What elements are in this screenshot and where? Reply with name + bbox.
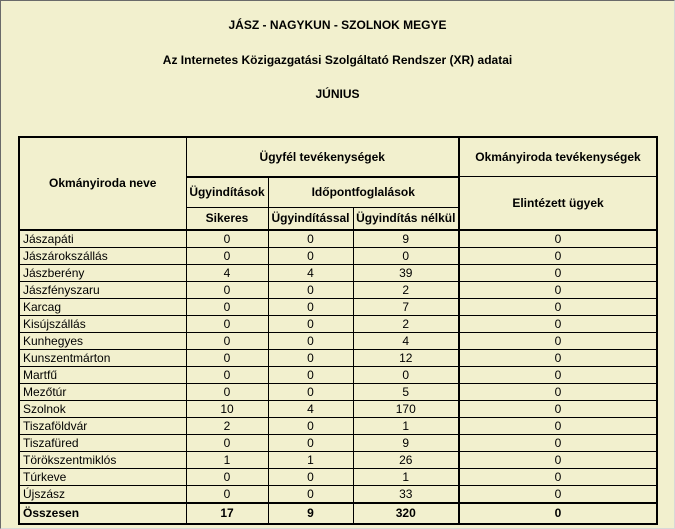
handled-cell: 0 — [459, 451, 657, 468]
with-case-cell: 0 — [268, 485, 353, 503]
handled-cell: 0 — [459, 281, 657, 298]
page-title: JÁSZ - NAGYKUN - SZOLNOK MEGYE — [228, 18, 447, 32]
with-case-cell: 0 — [268, 332, 353, 349]
header-handled-cases: Elintézett ügyek — [459, 177, 657, 230]
office-name-cell: Mezőtúr — [19, 383, 186, 400]
handled-cell: 0 — [459, 315, 657, 332]
successful-cell: 2 — [186, 417, 268, 434]
office-name-cell: Kunszentmárton — [19, 349, 186, 366]
table-row — [19, 451, 657, 468]
table-row — [19, 247, 657, 264]
table-row — [19, 366, 657, 383]
table-row — [19, 400, 657, 417]
successful-cell: 0 — [186, 298, 268, 315]
successful-cell: 0 — [186, 366, 268, 383]
period-label: JÚNIUS — [315, 87, 360, 101]
with-case-cell: 0 — [268, 417, 353, 434]
successful-cell: 10 — [186, 400, 268, 417]
without-case-cell: 26 — [353, 451, 459, 468]
office-name-cell: Túrkeve — [19, 468, 186, 485]
without-case-cell: 33 — [353, 485, 459, 503]
with-case-cell: 0 — [268, 281, 353, 298]
handled-cell: 0 — [459, 230, 657, 248]
header-office-activities: Okmányiroda tevékenységek — [459, 137, 657, 177]
total-handled: 0 — [459, 503, 657, 524]
without-case-cell: 9 — [353, 230, 459, 248]
handled-cell: 0 — [459, 298, 657, 315]
header-case-initiations: Ügyindítások — [186, 177, 268, 208]
office-name-cell: Törökszentmiklós — [19, 451, 186, 468]
office-name-cell: Jászberény — [19, 264, 186, 281]
successful-cell: 0 — [186, 230, 268, 248]
without-case-cell: 7 — [353, 298, 459, 315]
successful-cell: 0 — [186, 247, 268, 264]
handled-cell: 0 — [459, 332, 657, 349]
table-row — [19, 332, 657, 349]
table-row — [19, 230, 657, 248]
without-case-cell: 1 — [353, 417, 459, 434]
successful-cell: 0 — [186, 281, 268, 298]
without-case-cell: 0 — [353, 247, 459, 264]
handled-cell: 0 — [459, 468, 657, 485]
successful-cell: 4 — [186, 264, 268, 281]
without-case-cell: 1 — [353, 468, 459, 485]
with-case-cell: 0 — [268, 349, 353, 366]
header-client-activities: Ügyfél tevékenységek — [186, 137, 459, 177]
successful-cell: 0 — [186, 383, 268, 400]
header-with-case: Ügyindítással — [268, 207, 353, 230]
successful-cell: 0 — [186, 485, 268, 503]
with-case-cell: 0 — [268, 298, 353, 315]
without-case-cell: 2 — [353, 315, 459, 332]
office-name-cell: Jászárokszállás — [19, 247, 186, 264]
page-subtitle: Az Internetes Közigazgatási Szolgáltató Rendszer (XR) adatai — [162, 53, 513, 67]
with-case-cell: 4 — [268, 264, 353, 281]
successful-cell: 0 — [186, 468, 268, 485]
office-name-cell: Újszász — [19, 485, 186, 503]
table-row — [19, 383, 657, 400]
handled-cell: 0 — [459, 366, 657, 383]
office-name-cell: Tiszaföldvár — [19, 417, 186, 434]
table-row — [19, 349, 657, 366]
successful-cell: 1 — [186, 451, 268, 468]
header-successful: Sikeres — [186, 207, 268, 230]
handled-cell: 0 — [459, 349, 657, 366]
without-case-cell: 4 — [353, 332, 459, 349]
table-row — [19, 315, 657, 332]
without-case-cell: 9 — [353, 434, 459, 451]
office-name-cell: Kunhegyes — [19, 332, 186, 349]
with-case-cell: 0 — [268, 366, 353, 383]
successful-cell: 0 — [186, 349, 268, 366]
with-case-cell: 1 — [268, 451, 353, 468]
office-name-cell: Martfű — [19, 366, 186, 383]
successful-cell: 0 — [186, 332, 268, 349]
with-case-cell: 0 — [268, 468, 353, 485]
table-row — [19, 281, 657, 298]
table-body — [19, 230, 657, 503]
table-row — [19, 417, 657, 434]
total-with-case: 9 — [268, 503, 353, 524]
table-row — [19, 434, 657, 451]
office-name-cell: Tiszafüred — [19, 434, 186, 451]
without-case-cell: 39 — [353, 264, 459, 281]
with-case-cell: 0 — [268, 383, 353, 400]
with-case-cell: 4 — [268, 400, 353, 417]
without-case-cell: 2 — [353, 281, 459, 298]
with-case-cell: 0 — [268, 315, 353, 332]
without-case-cell: 12 — [353, 349, 459, 366]
handled-cell: 0 — [459, 247, 657, 264]
header-without-case: Ügyindítás nélkül — [353, 207, 459, 230]
without-case-cell: 170 — [353, 400, 459, 417]
with-case-cell: 0 — [268, 434, 353, 451]
total-label: Összesen — [19, 503, 186, 524]
handled-cell: 0 — [459, 485, 657, 503]
table-header — [19, 137, 657, 230]
office-name-cell: Jászapáti — [19, 230, 186, 248]
handled-cell: 0 — [459, 434, 657, 451]
handled-cell: 0 — [459, 417, 657, 434]
successful-cell: 0 — [186, 315, 268, 332]
total-successful: 17 — [186, 503, 268, 524]
header-office-name: Okmányiroda neve — [19, 137, 186, 230]
table-row — [19, 468, 657, 485]
with-case-cell: 0 — [268, 230, 353, 248]
office-name-cell: Kisújszállás — [19, 315, 186, 332]
total-row — [19, 503, 657, 524]
handled-cell: 0 — [459, 264, 657, 281]
without-case-cell: 0 — [353, 366, 459, 383]
header-appointments: Időpontfoglalások — [268, 177, 459, 208]
office-name-cell: Karcag — [19, 298, 186, 315]
total-without-case: 320 — [353, 503, 459, 524]
table-row — [19, 264, 657, 281]
table-row — [19, 485, 657, 503]
table-row — [19, 298, 657, 315]
statistics-table — [18, 136, 658, 525]
office-name-cell: Szolnok — [19, 400, 186, 417]
successful-cell: 0 — [186, 434, 268, 451]
handled-cell: 0 — [459, 383, 657, 400]
without-case-cell: 5 — [353, 383, 459, 400]
handled-cell: 0 — [459, 400, 657, 417]
office-name-cell: Jászfényszaru — [19, 281, 186, 298]
with-case-cell: 0 — [268, 247, 353, 264]
